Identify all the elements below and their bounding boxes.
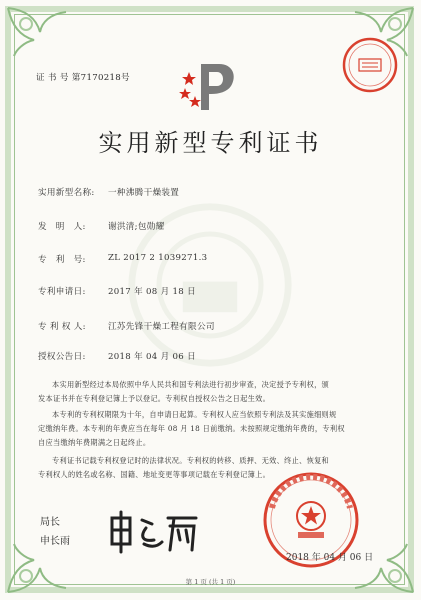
- field-label-patentee: 专 利 权 人:: [38, 322, 86, 332]
- handwritten-signature-icon: [108, 510, 200, 554]
- corner-ornament-icon: [6, 6, 76, 58]
- cnipa-logo-icon: [179, 60, 241, 112]
- field-value-filing-date: 2017 年 08 月 18 日: [108, 287, 196, 297]
- field-value-inventor: 谢洪清;包勋耀: [108, 222, 165, 232]
- corner-ornament-icon: [6, 542, 76, 594]
- paragraph-line: 发本证书并在专利登记簿上予以登记。专利权自授权公告之日起生效。: [38, 394, 271, 403]
- paragraph-line: 本专利的专利权期限为十年，自申请日起算。专利权人应当依照专利法及其实施细则规: [52, 410, 337, 419]
- field-label-patent-number: 专 利 号:: [38, 255, 86, 265]
- director-name: 申长雨: [40, 536, 70, 547]
- stamp-date: 2018 年 04 月 06 日: [286, 553, 374, 563]
- field-label-name: 实用新型名称:: [38, 188, 95, 198]
- paragraph-line: 专利权人的姓名或名称、国籍、地址变更等事项记载在专利登记簿上。: [38, 470, 271, 479]
- certificate-number: 证 书 号 第7170218号: [36, 73, 130, 83]
- paragraph-line: 本实用新型经过本局依照中华人民共和国专利法进行初步审查，决定授予专利权，颁: [52, 380, 330, 389]
- statement-paragraph-1: [38, 378, 390, 406]
- field-label-inventor: 发 明 人:: [38, 222, 86, 232]
- paragraph-line: 自应当缴纳年费期满之日起终止。: [38, 438, 151, 447]
- paragraph-line: 定缴纳年费。本专利的年费应当在每年 08 月 18 日前缴纳。未按照规定缴纳年费的，专利权: [38, 424, 345, 433]
- field-label-grant-date: 授权公告日:: [38, 352, 86, 362]
- field-value-patent-number: ZL 2017 2 1039271.3: [108, 253, 208, 263]
- field-value-name: 一种沸腾干燥装置: [108, 188, 180, 198]
- statement-paragraph-2: [38, 408, 390, 450]
- director-title: 局长: [40, 517, 60, 528]
- field-value-patentee: 江苏先锋干燥工程有限公司: [108, 322, 215, 332]
- field-value-grant-date: 2018 年 04 月 06 日: [108, 352, 196, 362]
- field-label-filing-date: 专利申请日:: [38, 287, 86, 297]
- paragraph-line: 专利证书记载专利权登记时的法律状况。专利权的转移、质押、无效、终止、恢复和: [52, 456, 330, 465]
- certificate-title: 实用新型专利证书: [98, 129, 323, 157]
- agency-seal-small-icon: [341, 36, 399, 94]
- page-footer: 第 1 页 (共 1 页): [185, 578, 236, 586]
